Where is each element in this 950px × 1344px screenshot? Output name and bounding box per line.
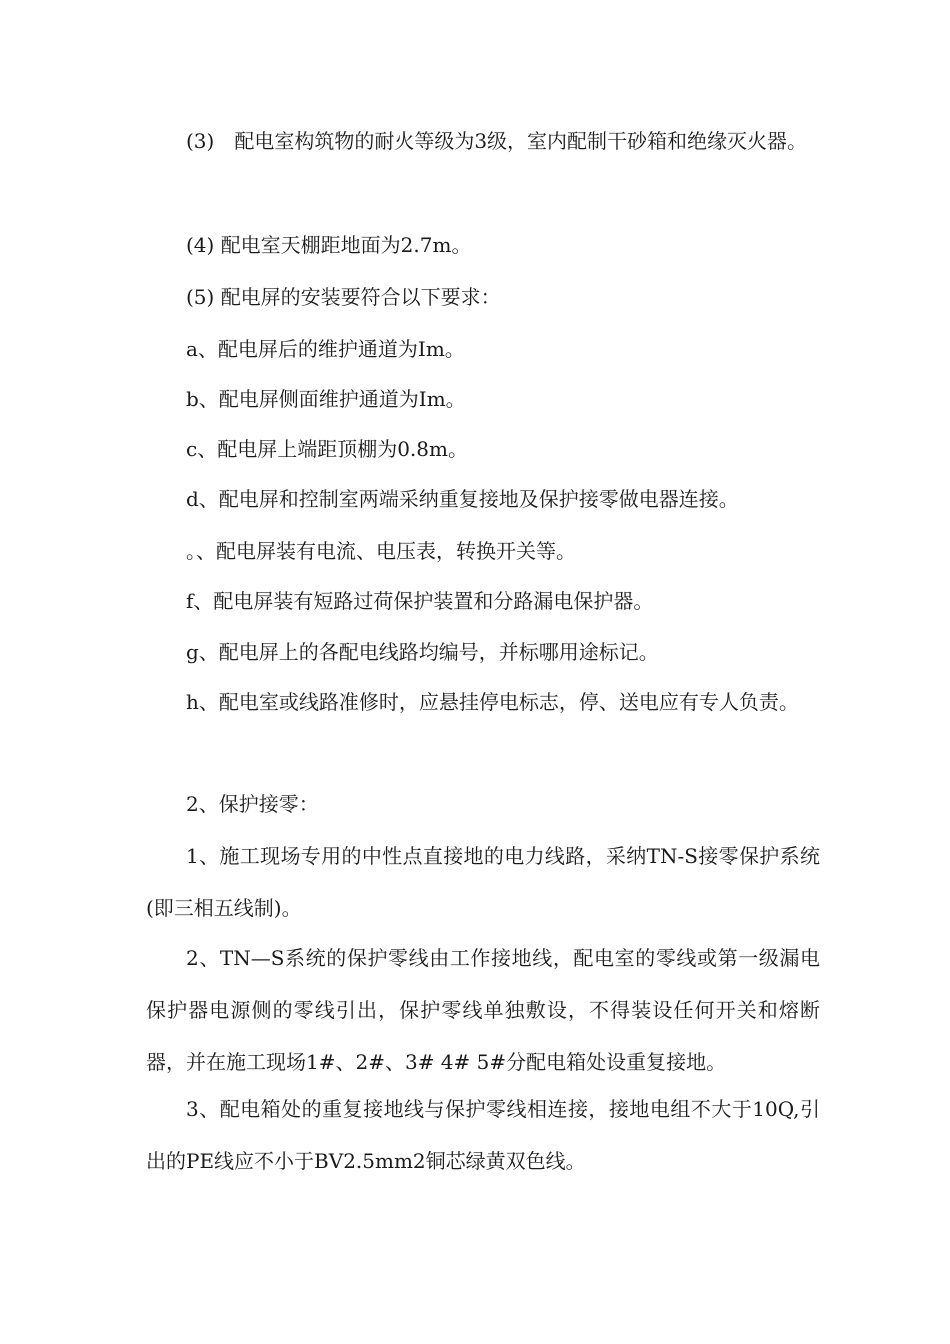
section-2-heading: 2、保护接零：	[186, 792, 319, 816]
rule-3-repeated-grounding: 3、配电箱处的重复接地线与保护零线相连接，接地电组不大于10Q,引出的PE线应不小于BV2.5mm2铜芯绿黄双色线。	[146, 1097, 820, 1173]
rule-2-protective-neutral: 2、TN—S系统的保护零线由工作接地线，配电室的零线或第一级漏电保护器电源侧的零线引出，保护零线单独敷设，不得装设任何开关和熔断器，并在施工现场1#、2#、3# 4# 5#分配电箱处设重复接地。	[146, 946, 820, 1074]
item-d: d、配电屏和控制室两端采纳重复接地及保护接零做电器连接。	[186, 487, 739, 511]
item-a: a、配电屏后的维护通道为Im。	[186, 337, 465, 361]
rule-1-tn-s-system: 1、施工现场专用的中性点直接地的电力线路，采纳TN-S接零保护系统(即三相五线制)。	[146, 844, 820, 920]
item-e: 。、配电屏装有电流、电压表，转换开关等。	[186, 539, 576, 563]
paragraph-4-ceiling-height: (4) 配电室天棚距地面为2.7m。	[186, 233, 472, 257]
paragraph-5-panel-requirements: (5) 配电屏的安装要符合以下要求：	[186, 285, 501, 309]
item-g: g、配电屏上的各配电线路均编号，并标哪用途标记。	[186, 640, 659, 664]
item-b: b、配电屏侧面维护通道为Im。	[186, 387, 466, 411]
item-f: f、配电屏装有短路过荷保护装置和分路漏电保护器。	[186, 589, 654, 613]
item-c: c、配电屏上端距顶棚为0.8m。	[186, 437, 468, 461]
paragraph-3-fire-rating: (3) 配电室构筑物的耐火等级为3级，室内配制干砂箱和绝缘灭火器。	[186, 129, 808, 153]
item-h: h、配电室或线路准修时，应悬挂停电标志，停、送电应有专人负责。	[186, 690, 799, 714]
